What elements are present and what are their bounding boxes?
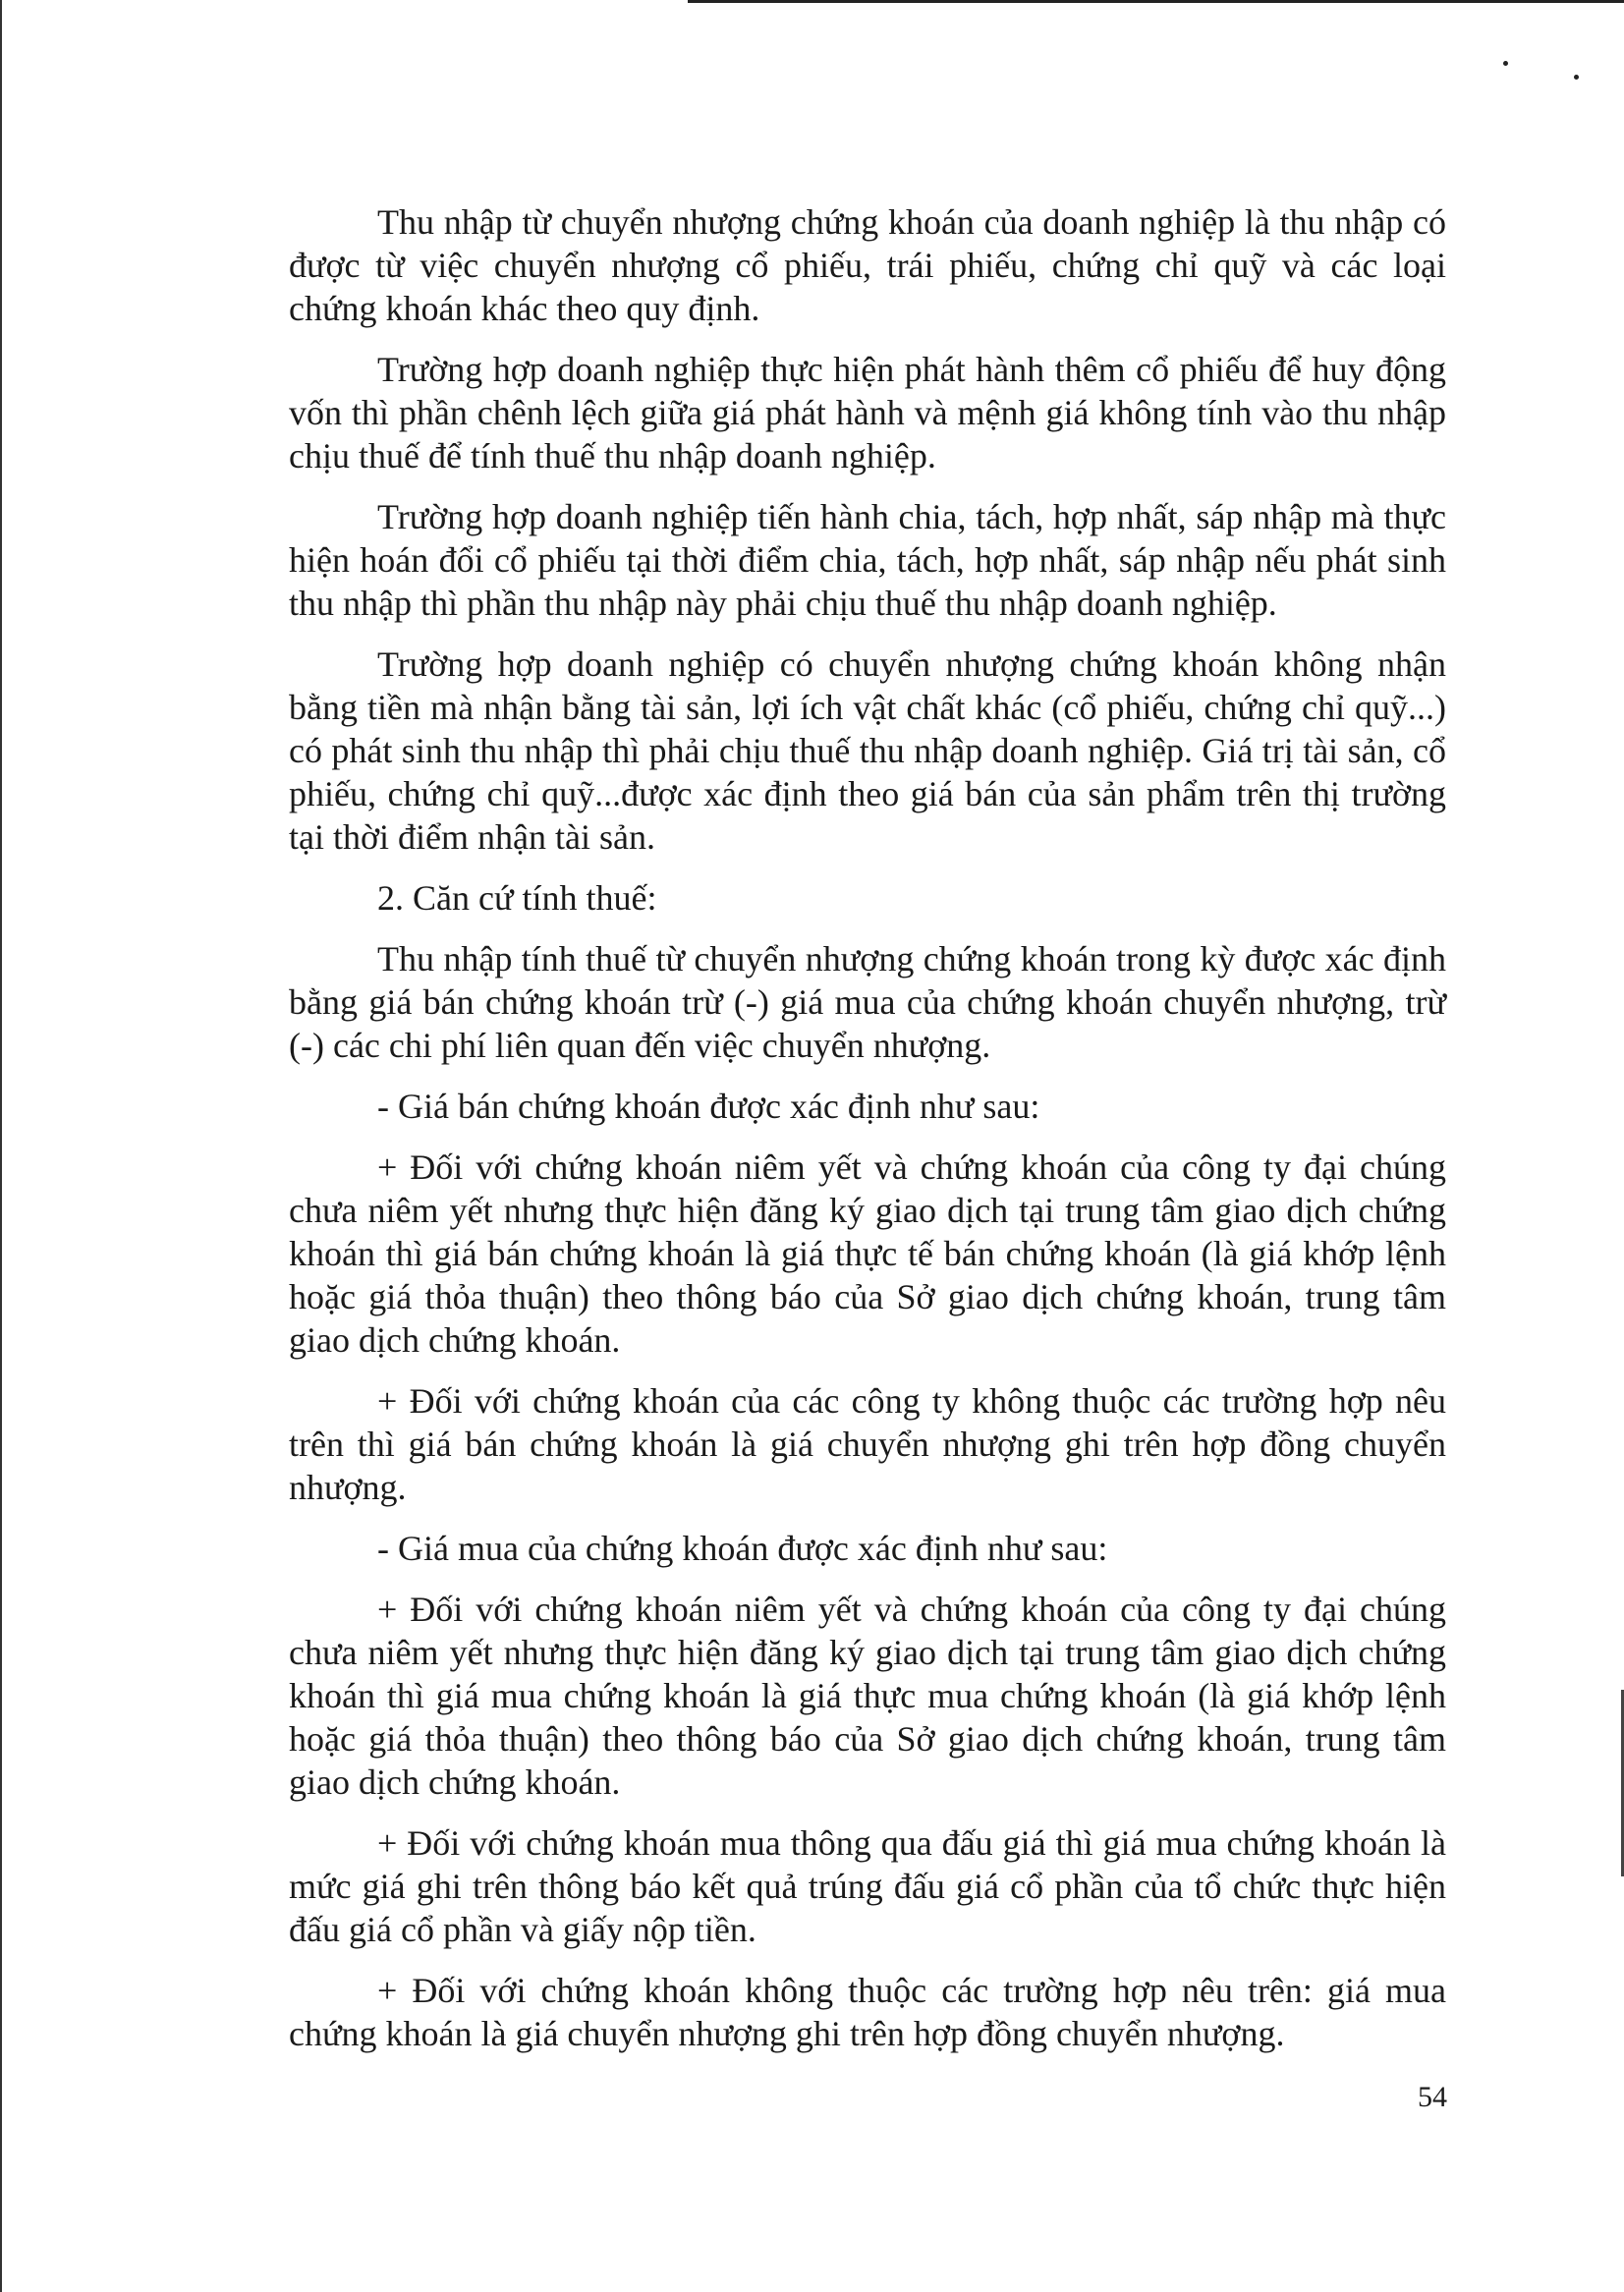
paragraph: Thu nhập tính thuế từ chuyển nhượng chứng khoán trong kỳ được xác định bằng giá bán chứng khoán trừ (-) giá mua của chứng khoán chuyển nhượng, trừ (-) các chi phí liên quan đến việc chuyển nhượng. <box>289 939 1446 1065</box>
list-item: + Đối với chứng khoán của các công ty không thuộc các trường hợp nêu trên thì giá bán chứng khoán là giá chuyển nhượng ghi trên hợp đồng chuyển nhượng. <box>289 1381 1446 1507</box>
list-item: + Đối với chứng khoán niêm yết và chứng khoán của công ty đại chúng chưa niêm yết nhưng thực hiện đăng ký giao dịch tại trung tâm giao dịch chứng khoán thì giá bán chứng khoán là giá thực tế bán chứng khoán (là giá khớp lệnh hoặc giá thỏa thuận) theo thông báo của Sở giao dịch chứng khoán, trung tâm giao dịch chứng khoán. <box>289 1147 1446 1360</box>
scan-speck <box>1574 75 1579 80</box>
top-scan-rule <box>688 0 1624 3</box>
paragraph: Thu nhập từ chuyển nhượng chứng khoán của doanh nghiệp là thu nhập có được từ việc chuyển nhượng cổ phiếu, trái phiếu, chứng chỉ quỹ và các loại chứng khoán khác theo quy định. <box>289 202 1446 328</box>
paragraph: Trường hợp doanh nghiệp có chuyển nhượng chứng khoán không nhận bằng tiền mà nhận bằng tài sản, lợi ích vật chất khác (cổ phiếu, chứng chỉ quỹ...) có phát sinh thu nhập thì phải chịu thuế thu nhập doanh nghiệp. Giá trị tài sản, cổ phiếu, chứng chỉ quỹ...được xác định theo giá bán của sản phẩm trên thị trường tại thời điểm nhận tài sản. <box>289 644 1446 857</box>
left-scan-edge <box>0 0 2 2292</box>
paragraph: Trường hợp doanh nghiệp tiến hành chia, tách, hợp nhất, sáp nhập mà thực hiện hoán đổi cổ phiếu tại thời điểm chia, tách, hợp nhất, sáp nhập nếu phát sinh thu nhập thì phần thu nhập này phải chịu thuế thu nhập doanh nghiệp. <box>289 497 1446 623</box>
document-body <box>289 200 1446 2073</box>
list-heading: - Giá bán chứng khoán được xác định như sau: <box>377 1087 1040 1126</box>
paragraph: Trường hợp doanh nghiệp thực hiện phát hành thêm cổ phiếu để huy động vốn thì phần chênh lệch giữa giá phát hành và mệnh giá không tính vào thu nhập chịu thuế để tính thuế thu nhập doanh nghiệp. <box>289 350 1446 475</box>
page-number: 54 <box>1418 2081 1447 2113</box>
list-item: + Đối với chứng khoán niêm yết và chứng khoán của công ty đại chúng chưa niêm yết nhưng thực hiện đăng ký giao dịch tại trung tâm giao dịch chứng khoán thì giá mua chứng khoán là giá thực mua chứng khoán (là giá khớp lệnh hoặc giá thỏa thuận) theo thông báo của Sở giao dịch chứng khoán, trung tâm giao dịch chứng khoán. <box>289 1590 1446 1802</box>
section-heading: 2. Căn cứ tính thuế: <box>377 878 657 918</box>
list-item: + Đối với chứng khoán mua thông qua đấu giá thì giá mua chứng khoán là mức giá ghi trên thông báo kết quả trúng đấu giá cổ phần của tổ chức thực hiện đấu giá cổ phần và giấy nộp tiền. <box>289 1823 1446 1949</box>
scan-speck <box>1503 61 1508 66</box>
list-item: + Đối với chứng khoán không thuộc các trường hợp nêu trên: giá mua chứng khoán là giá chuyển nhượng ghi trên hợp đồng chuyển nhượng. <box>289 1971 1446 2053</box>
list-heading: - Giá mua của chứng khoán được xác định như sau: <box>377 1529 1108 1568</box>
